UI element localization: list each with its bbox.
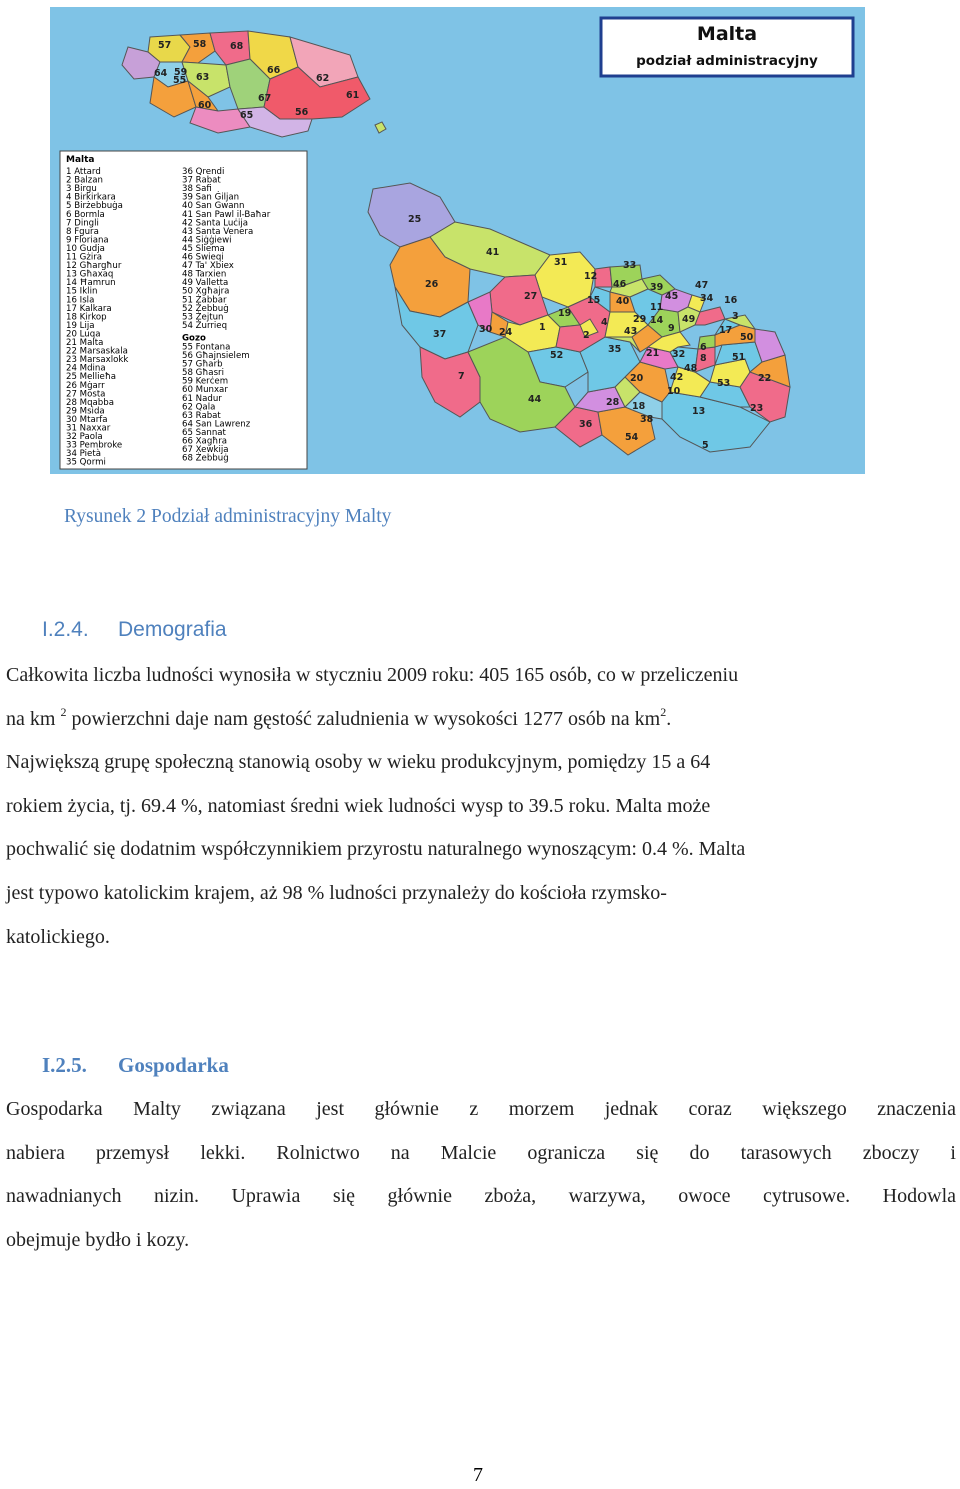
legend-entry: 31 Naxxar (66, 423, 111, 434)
paragraph-line: obejmuje bydło i kozy. (6, 1228, 190, 1251)
legend-entry: 58 Għasri (182, 368, 224, 379)
region-label: 18 (632, 401, 646, 412)
gospodarka-paragraph (6, 1088, 956, 1262)
region-label: 65 (240, 110, 254, 121)
region-label: 55 (173, 75, 187, 86)
region-label: 19 (558, 308, 572, 319)
legend-entry: 7 Dingli (66, 218, 99, 229)
legend-entry: 28 Mqabba (66, 397, 114, 408)
legend-entry: 26 Mġarr (66, 380, 105, 391)
legend-entry: 16 Isla (66, 295, 95, 306)
region-label: 6 (700, 342, 707, 353)
legend-entry: 32 Paola (66, 432, 103, 443)
region-label: 12 (584, 271, 598, 282)
line-text: na km (6, 707, 61, 730)
legend-entry: 41 San Pawl il-Baħar (182, 209, 271, 220)
region-label: 24 (499, 327, 513, 338)
legend-entry: 59 Kerċem (182, 376, 229, 387)
legend-entry: 5 Birżebbuġa (66, 201, 123, 212)
region-label: 13 (692, 406, 706, 417)
region-label: 22 (758, 373, 772, 384)
legend-entry: 60 Munxar (182, 385, 228, 396)
legend-entry: 45 Sliema (182, 243, 225, 254)
region-label: 3 (732, 311, 739, 322)
legend-entry: 57 Għarb (182, 359, 223, 370)
region-label: 28 (606, 397, 620, 408)
region-label: 7 (458, 371, 465, 382)
section-title: Demografia (118, 618, 227, 641)
region-label: 27 (524, 291, 538, 302)
legend-entry: 38 Safi (182, 184, 212, 195)
paragraph-line (6, 916, 956, 960)
map-title: Malta (696, 23, 758, 45)
line-text: . (666, 707, 672, 730)
region-label: 68 (230, 41, 244, 52)
region-label: 17 (719, 325, 733, 336)
paragraph-line (6, 872, 956, 916)
legend-entry: 10 Gudja (66, 243, 105, 254)
legend-entry: 51 Żabbar (182, 295, 227, 306)
legend-entry: 8 Fgura (66, 226, 99, 237)
malta-administrative-map (50, 7, 865, 474)
map-svg (50, 7, 865, 474)
region-label: 32 (672, 349, 686, 360)
region-label: 2 (583, 330, 590, 341)
region-label: 66 (267, 65, 281, 76)
section-number: I.2.5. (42, 1053, 87, 1077)
region-label: 21 (646, 348, 660, 359)
paragraph-line: Gospodarka Malty związana jest głównie z morzem jednak coraz większego znaczenia (6, 1098, 956, 1120)
region-label: 60 (198, 100, 212, 111)
region-label: 41 (486, 247, 500, 258)
legend-entry: 46 Swieqi (182, 252, 224, 263)
region-label: 5 (702, 440, 709, 451)
region-label: 58 (193, 39, 207, 50)
region-label: 56 (295, 107, 309, 118)
paragraph-line (6, 828, 956, 872)
legend-entry: 43 Santa Venera (182, 226, 254, 237)
legend-entry: 64 San Lawrenz (182, 419, 251, 430)
region-label: 42 (670, 372, 684, 383)
legend-entry: 40 San Gwann (182, 201, 245, 212)
region-label: 33 (623, 260, 637, 271)
paragraph-line (6, 741, 956, 785)
legend-entry: 61 Nadur (182, 393, 222, 404)
line-text: Całkowita liczba ludności wynosiła w styczniu 2009 roku: 405 165 osób, co w przeliczeniu (6, 664, 739, 686)
region-label: 20 (630, 373, 644, 384)
legend-entry: 34 Pietà (66, 449, 101, 460)
paragraph-line (6, 654, 956, 698)
legend-entry: 55 Fontana (182, 342, 231, 353)
region-label: 63 (196, 72, 210, 83)
legend-entry: 52 Żebbuġ (182, 303, 229, 314)
section-heading-gospodarka (42, 1053, 229, 1078)
region-label: 57 (158, 40, 172, 51)
region-label: 44 (528, 394, 542, 405)
legend-entry: 29 Msida (66, 406, 105, 417)
legend-entry: 12 Għargħur (66, 261, 122, 272)
region-label: 10 (667, 386, 681, 397)
legend-entry: 35 Qormi (66, 457, 106, 468)
legend-entry: 19 Lija (66, 320, 95, 331)
region-label: 62 (316, 73, 330, 84)
legend-entry: 44 Siġġiewi (182, 235, 232, 246)
region-label: 47 (695, 280, 709, 291)
legend-entry: 20 Luqa (66, 329, 101, 340)
legend-entry: 56 Għajnsielem (182, 351, 250, 361)
legend-entry: 68 Żebbuġ (182, 453, 229, 464)
region-label: 31 (554, 257, 568, 268)
legend-entry: 53 Żejtun (182, 312, 224, 323)
region-label: 43 (624, 326, 638, 337)
region-label: 67 (258, 93, 272, 104)
region-label: 30 (479, 324, 493, 335)
map-subtitle: podział administracyjny (636, 53, 818, 69)
region-label: 1 (539, 322, 546, 333)
legend-entry: 24 Mdina (66, 363, 106, 374)
region-label: 36 (579, 419, 593, 430)
legend-entry: 49 Valletta (182, 278, 229, 289)
legend-entry: 27 Mosta (66, 389, 106, 400)
legend-entry: 66 Xagħra (182, 436, 228, 447)
region-label: 40 (616, 296, 630, 307)
legend-entry: 25 Mellieħa (66, 372, 117, 383)
figure-caption: Rysunek 2 Podział administracyjny Malty (64, 506, 392, 527)
legend-entry: 4 Birkirkara (66, 192, 116, 203)
legend-entry: 11 Gżira (66, 252, 103, 263)
region-label: 64 (154, 68, 168, 79)
paragraph-line (6, 785, 956, 829)
region-label: 8 (700, 353, 707, 364)
legend-entry: 14 Ħamrun (66, 278, 116, 289)
section-number: I.2.4. (42, 618, 89, 641)
region-label: 46 (613, 279, 627, 290)
legend-entry: 21 Malta (66, 338, 104, 348)
legend-entry: 67 Xewkija (182, 445, 229, 456)
paragraph-line: nawadnianych nizin. Uprawia się głównie zboża, warzywa, owoce cytrusowe. Hodowla (6, 1185, 956, 1208)
legend-entry: 39 San Ġiljan (182, 192, 240, 203)
region-label: 49 (682, 314, 696, 325)
line-text: pochwalić się dodatnim współczynnikiem przyrostu naturalnego wynoszącym: 0.4 %. Malta (6, 838, 746, 861)
legend-entry: 63 Rabat (182, 410, 221, 421)
region-label: 9 (668, 323, 675, 334)
region-label: 25 (408, 214, 422, 225)
region-label: 15 (587, 295, 601, 306)
legend-entry: 1 Attard (66, 167, 101, 177)
line-text: jest typowo katolickim krajem, aż 98 % ludności przynależy do kościoła rzymsko- (6, 881, 667, 904)
legend-entry: 48 Tarxien (182, 269, 227, 280)
legend-entry: 36 Qrendi (182, 167, 225, 177)
superscript: 2 (660, 704, 667, 719)
region-label: 50 (740, 332, 754, 343)
region-12 (595, 267, 612, 287)
region-label: 26 (425, 279, 439, 290)
legend-entry: 2 Balzan (66, 175, 103, 186)
region-label: 51 (732, 352, 746, 363)
legend-entry: 42 Santa Luċija (182, 218, 249, 229)
superscript: 2 (60, 704, 67, 719)
region-label: 34 (700, 293, 714, 304)
legend-entry: 47 Ta' Xbiex (182, 261, 234, 272)
legend-entry: 13 Għaxaq (66, 269, 114, 280)
legend-entry: 33 Pembroke (66, 440, 123, 451)
region-label: 4 (601, 317, 608, 328)
paragraph-line: nabiera przemysł lekki. Rolnictwo na Malcie ogranicza się do tarasowych zboczy i (6, 1141, 956, 1164)
legend-entry: 15 Iklin (66, 286, 98, 297)
region-label: 11 (650, 302, 664, 313)
legend-entry: 37 Rabat (182, 175, 221, 186)
legend-entry: 54 Żurrieq (182, 320, 228, 331)
region-label: 29 (633, 314, 647, 325)
region-label: 16 (724, 295, 738, 306)
line-text: rokiem życia, tj. 69.4 %, natomiast średni wiek ludności wysp to 39.5 roku. Malta może (6, 794, 711, 817)
line-text: powierzchni daje nam gęstość zaludnienia w wysokości 1277 osób na km (66, 707, 661, 730)
legend-entry: 18 Kirkop (66, 312, 107, 323)
region-label: 53 (717, 378, 731, 389)
section-title: Gospodarka (118, 1053, 229, 1077)
legend-malta-header: Malta (66, 155, 95, 165)
legend-entry: 30 Mtarfa (66, 414, 108, 425)
region-label: 52 (550, 350, 564, 361)
section-heading-demografia (42, 618, 227, 642)
paragraph-line (6, 698, 956, 742)
region-label: 35 (608, 344, 622, 355)
region-label: 45 (665, 291, 679, 302)
region-label: 37 (433, 329, 447, 340)
legend-gozo-header: Gozo (182, 333, 206, 344)
page-number: 7 (473, 1464, 483, 1486)
legend-entry: 17 Kalkara (66, 303, 112, 314)
legend-entry: 22 Marsaskala (66, 346, 128, 357)
region-label: 48 (684, 363, 698, 374)
region-label: 61 (346, 90, 360, 101)
line-text: katolickiego. (6, 925, 110, 948)
region-label: 54 (625, 432, 639, 443)
region-label: 23 (750, 403, 764, 414)
legend-entry: 65 Sannat (182, 427, 226, 438)
legend-entry: 3 Birgu (66, 184, 97, 195)
line-text: Największą grupę społeczną stanowią osoby w wieku produkcyjnym, pomiędzy 15 a 64 (6, 751, 711, 774)
demografia-paragraph (6, 654, 956, 959)
legend-entry: 62 Qala (182, 402, 216, 413)
legend-entry: 23 Marsaxlokk (66, 355, 129, 366)
region-label: 39 (650, 282, 664, 293)
legend-entry: 50 Xgħajra (182, 286, 230, 297)
legend-entry: 6 Bormla (66, 209, 105, 220)
region-label: 14 (650, 315, 664, 326)
region-label: 38 (640, 414, 654, 425)
legend-entry: 9 Floriana (66, 235, 109, 246)
region-label: 59 (174, 67, 188, 78)
